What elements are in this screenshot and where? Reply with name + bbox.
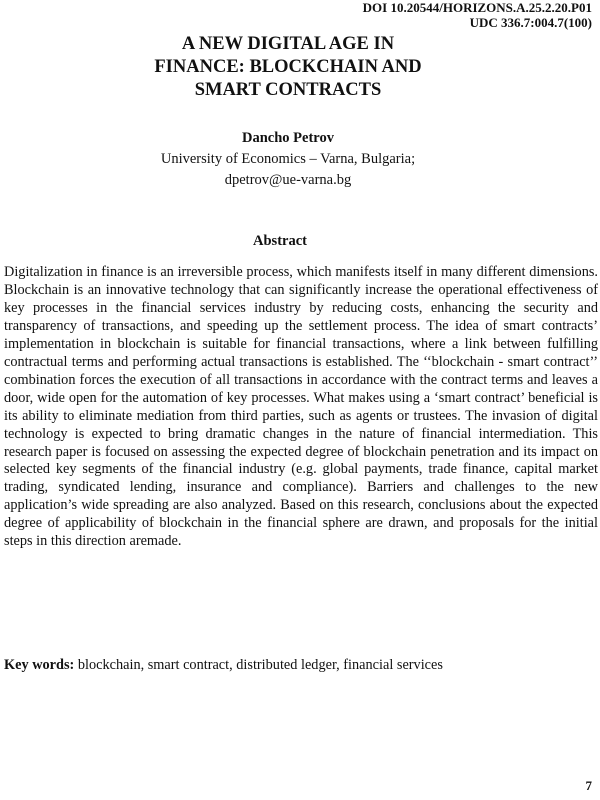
paper-title xyxy=(0,33,576,102)
title-line: SMART CONTRACTS xyxy=(194,80,382,100)
keywords-line xyxy=(4,656,598,674)
title-line: A NEW DIGITAL AGE IN xyxy=(181,34,395,54)
author-name: Dancho Petrov xyxy=(242,130,334,146)
author-affiliation: University of Economics – Varna, Bulgaria; xyxy=(160,151,416,167)
page-number: 7 xyxy=(585,778,592,793)
author-block xyxy=(0,128,576,191)
title-line: FINANCE: BLOCKCHAIN AND xyxy=(154,57,422,77)
abstract-body: Digitalization in finance is an irreversible process, which manifests itself in many different dimensions. Blockchain is an innovative technology that can significantly increase the operational effectiveness of key processes in the financial services industry by reducing costs, enhancing the security and transparency of transactions, and speeding up the settlement process. The idea of smart contracts’ implementation in blockchain is suitable for financial transactions, where a link between fulfilling contractual terms and performing actual transactions is established. The ‘‘blockchain - smart contract’’ combination forces the execution of all transactions in accordance with the contract terms and leaves a door, wide open for the automation of key processes. What makes using a ‘smart contract’ beneficial is its ability to eliminate mediation from third parties, such as agents or trustees. The invasion of digital technology is expected to bring dramatic changes in the nature of financial intermediation. This research paper is focused on assessing the expected degree of blockchain penetration and its impact on selected key segments of the financial industry (e.g. global payments, trade finance, capital market trading, syndicated lending, insurance and compliance). Barriers and challenges to the new application’s wide spreading are also analyzed. Based on this research, conclusions about the expected degree of applicability of blockchain in the financial sphere are drawn, and proposals for the initial steps in this direction aremade. xyxy=(4,264,598,550)
identifier-block xyxy=(363,0,592,30)
abstract-heading: Abstract xyxy=(253,233,307,249)
keywords-label: Key words: xyxy=(4,657,75,673)
doi-identifier: DOI 10.20544/HORIZONS.A.25.2.20.P01 xyxy=(362,0,592,15)
udc-identifier: UDC 336.7:004.7(100) xyxy=(469,15,592,30)
keywords-text: blockchain, smart contract, distributed ledger, financial services xyxy=(74,657,443,673)
author-email: dpetrov@ue-varna.bg xyxy=(224,172,352,188)
